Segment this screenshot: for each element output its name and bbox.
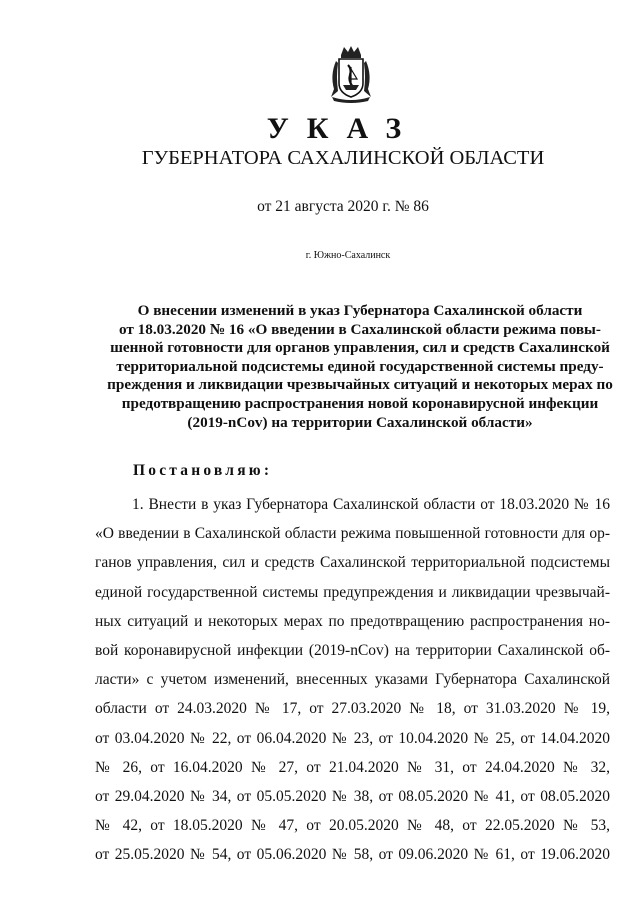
body-line: от 29.04.2020 № 34, от 05.05.2020 № 38, от 08.05.2020 № 41, от 08.05.2020 — [95, 787, 610, 805]
body-line: вой коронавирусной инфекции (2019-nCov) на территории Сахалинской об- — [95, 641, 610, 659]
decree-word: Постановляю: — [133, 462, 273, 479]
body-line: от 03.04.2020 № 22, от 06.04.2020 № 23, от 10.04.2020 № 25, от 14.04.2020 — [95, 729, 610, 747]
document-date-number: от 21 августа 2020 г. № 86 — [257, 198, 429, 215]
sakhalin-coat-of-arms-icon — [326, 45, 376, 103]
document-subtitle: ГУБЕРНАТОРА САХАЛИНСКОЙ ОБЛАСТИ — [141, 147, 545, 169]
body-line: от 25.05.2020 № 54, от 05.06.2020 № 58, от 09.06.2020 № 61, от 19.06.2020 — [95, 846, 610, 864]
body-line: № 26, от 16.04.2020 № 27, от 21.04.2020 № 31, от 24.04.2020 № 32, — [95, 758, 610, 776]
document-title: УКАЗ — [266, 112, 420, 145]
heading-line: шенной готовности для органов управления, сил и средств Сахалинской — [110, 339, 610, 357]
heading-line: преждения и ликвидации чрезвычайных ситуаций и некоторых мерах по — [107, 376, 613, 394]
body-line: ласти» с учетом изменений, внесенных указами Губернатора Сахалинской — [95, 671, 610, 689]
heading-line: территориальной подсистемы единой государственной системы преду- — [116, 357, 604, 375]
body-line: 1. Внести в указ Губернатора Сахалинской области от 18.03.2020 № 16 — [132, 496, 610, 513]
heading-line: (2019-nCov) на территории Сахалинской области» — [187, 413, 533, 431]
body-line: ных ситуаций и некоторых мерах по предотвращению распространения но- — [95, 612, 610, 630]
heading-line: от 18.03.2020 № 16 «О введении в Сахалинской области режима повы- — [119, 320, 601, 338]
heading-line: предотвращению распространения новой коронавирусной инфекции — [121, 394, 599, 412]
document-city: г. Южно-Сахалинск — [305, 250, 391, 261]
body-line: «О введении в Сахалинской области режима повышенной готовности для ор- — [95, 525, 610, 543]
body-line: единой государственной системы предупреждения и ликвидации чрезвычай- — [95, 583, 610, 601]
body-line: области от 24.03.2020 № 17, от 27.03.2020 № 18, от 31.03.2020 № 19, — [95, 700, 610, 718]
heading-line: О внесении изменений в указ Губернатора Сахалинской области — [137, 302, 583, 319]
document-heading — [98, 302, 622, 432]
body-line: ганов управления, сил и средств Сахалинской территориальной подсистемы — [95, 554, 610, 572]
body-line: № 42, от 18.05.2020 № 47, от 20.05.2020 № 48, от 22.05.2020 № 53, — [95, 817, 610, 835]
document-body — [95, 490, 610, 869]
